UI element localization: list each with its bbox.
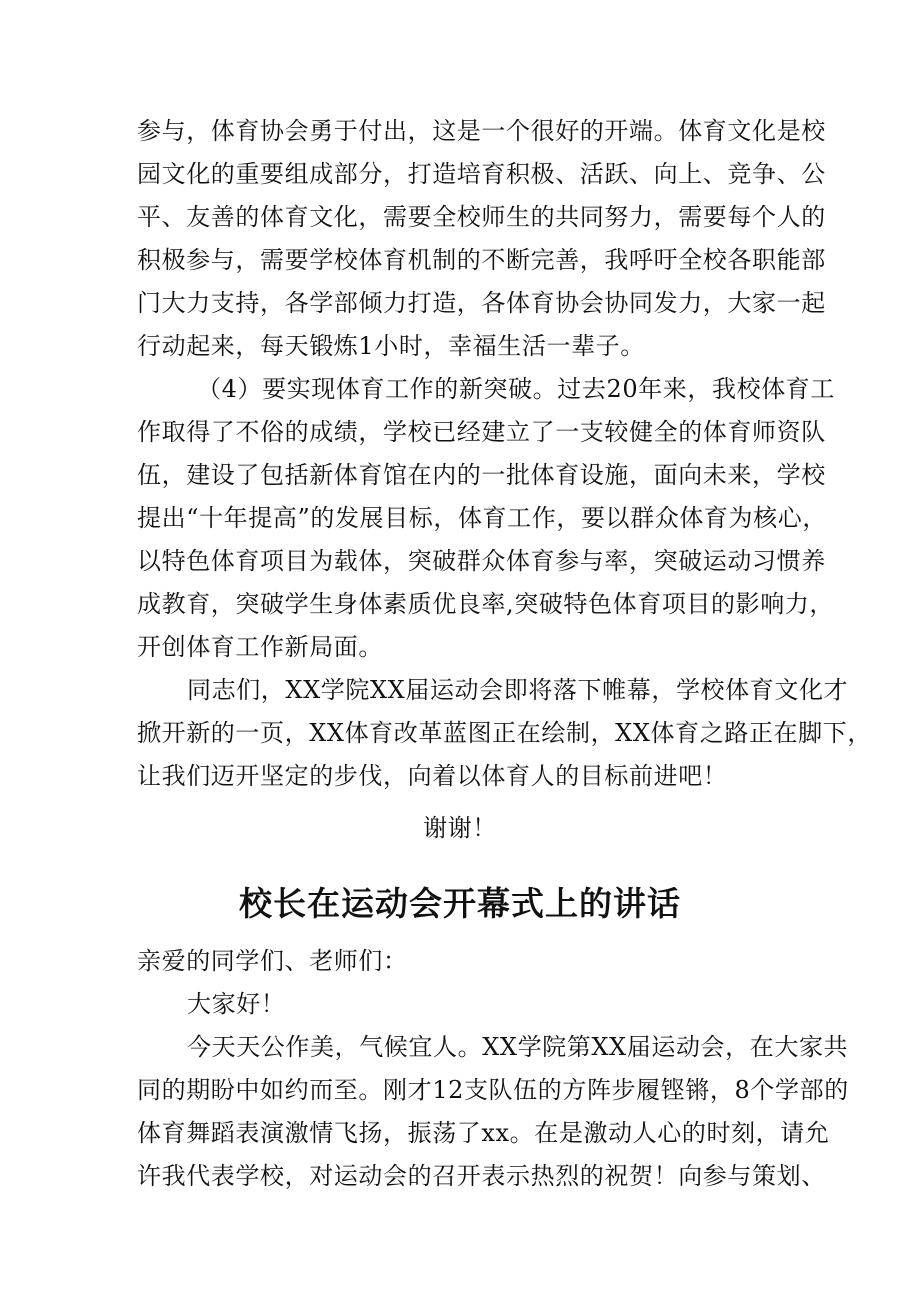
paragraph-line: 今天天公作美，气候宜人。XX学院第XX届运动会，在大家共 [187, 1033, 849, 1061]
paragraph-line: （4）要实现体育工作的新突破。过去20年来，我校体育工 [197, 375, 836, 403]
paragraph-line: 让我们迈开坚定的步伐，向着以体育人的目标前进吧！ [137, 762, 728, 790]
paragraph-line: 行动起来，每天锻炼1小时，幸福生活一辈子。 [137, 332, 645, 360]
paragraph-line: 掀开新的一页，XX体育改革蓝图正在绘制，XX体育之路正在脚下， [137, 719, 872, 747]
paragraph-line: 积极参与，需要学校体育机制的不断完善，我呼吁全校各职能部 [137, 246, 826, 274]
paragraph-line: 许我代表学校，对运动会的召开表示热烈的祝贺！向参与策划、 [137, 1162, 826, 1190]
paragraph-line: 体育舞蹈表演激情飞扬，振荡了xx。在是激动人心的时刻，请允 [137, 1119, 830, 1147]
paragraph-line: 成教育，突破学生身体素质优良率,突破特色体育项目的影响力， [137, 590, 835, 618]
paragraph-line: 提出“十年提高”的发展目标，体育工作，要以群众体育为核心， [137, 504, 827, 532]
paragraph-line: 门大力支持，各学部倾力打造，各体育协会协同发力，大家一起 [137, 289, 826, 317]
paragraph-line: 同的期盼中如约而至。刚才12支队伍的方阵步履铿锵，8个学部的 [137, 1076, 849, 1104]
salutation: 亲爱的同学们、老师们： [137, 947, 408, 975]
paragraph-line: 园文化的重要组成部分，打造培育积极、活跃、向上、竞争、公 [137, 160, 826, 188]
paragraph-line: 开创体育工作新局面。 [137, 633, 383, 661]
closing-thanks: 谢谢！ [423, 814, 497, 842]
speech-title: 校长在运动会开幕式上的讲话 [239, 884, 681, 923]
paragraph-line: 平、友善的体育文化，需要全校师生的共同努力，需要每个人的 [137, 203, 826, 231]
paragraph-line: 参与，体育协会勇于付出，这是一个很好的开端。体育文化是校 [137, 117, 826, 145]
paragraph-line: 作取得了不俗的成绩，学校已经建立了一支较健全的体育师资队 [137, 418, 826, 446]
paragraph-line: 伍，建设了包括新体育馆在内的一批体育设施，面向未来，学校 [137, 461, 826, 489]
paragraph-line: 以特色体育项目为载体，突破群众体育参与率，突破运动习惯养 [137, 547, 826, 575]
paragraph-line: 同志们，XX学院XX届运动会即将落下帷幕，学校体育文化才 [187, 676, 849, 704]
greeting-line: 大家好！ [187, 990, 286, 1018]
